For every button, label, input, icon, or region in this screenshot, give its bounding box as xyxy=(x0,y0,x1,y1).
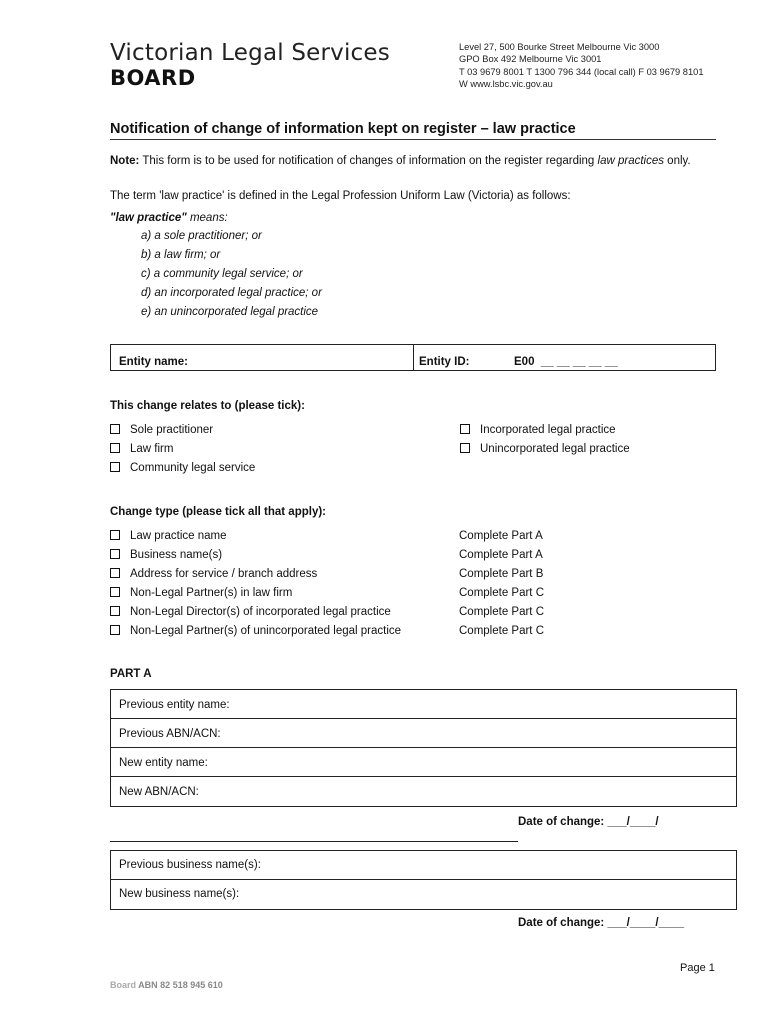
page-title: Notification of change of information kept on register – law practice xyxy=(110,121,576,137)
footer-abn-number: ABN 82 518 945 610 xyxy=(136,980,223,990)
field-label: New business name(s): xyxy=(119,888,240,900)
field-label: New entity name: xyxy=(119,757,208,769)
checkbox[interactable] xyxy=(110,587,120,597)
previous-abn-acn-field[interactable] xyxy=(111,719,736,748)
footer-abn xyxy=(110,980,223,990)
note-italic: law practices xyxy=(597,155,664,167)
field-label: New ABN/ACN: xyxy=(119,786,199,798)
entity-id-label: Entity ID: xyxy=(419,356,470,368)
part-a-heading: PART A xyxy=(110,668,152,680)
relates-community-legal-service[interactable] xyxy=(110,462,255,474)
definition-item-a: a) a sole practitioner; or xyxy=(141,230,262,242)
part-a-table-business xyxy=(110,850,737,910)
change-type-part: Complete Part A xyxy=(459,530,543,542)
title-divider xyxy=(110,139,716,140)
footer-board-label: Board xyxy=(110,980,137,990)
change-type-item[interactable] xyxy=(110,625,401,637)
change-type-part: Complete Part C xyxy=(459,587,545,599)
checkbox[interactable] xyxy=(110,462,120,472)
change-type-item[interactable] xyxy=(110,606,391,618)
change-type-label: Non-Legal Partner(s) of unincorporated legal practice xyxy=(130,625,402,637)
logo-line-1: Victorian Legal Services xyxy=(110,40,390,66)
note-text: This form is to be used for notification of changes of information on the register regarding xyxy=(139,155,598,167)
change-type-part: Complete Part B xyxy=(459,568,544,580)
checkbox[interactable] xyxy=(110,568,120,578)
relates-label: Unincorporated legal practice xyxy=(480,443,630,455)
definition-item-c: c) a community legal service; or xyxy=(141,268,303,280)
new-entity-name-field[interactable] xyxy=(111,748,736,777)
entity-id-value[interactable]: E00 __ __ __ __ __ xyxy=(514,356,618,368)
contact-address: Level 27, 500 Bourke Street Melbourne Vic 3000 xyxy=(459,42,660,52)
change-type-part: Complete Part A xyxy=(459,549,543,561)
definition-term: "law practice" xyxy=(110,212,187,224)
change-type-part: Complete Part C xyxy=(459,606,545,618)
change-type-label: Non-Legal Partner(s) in law firm xyxy=(130,587,293,599)
relates-label: Law firm xyxy=(130,443,174,455)
change-type-item[interactable] xyxy=(110,549,222,561)
relates-incorporated-legal-practice[interactable] xyxy=(460,424,616,436)
section-divider xyxy=(110,841,518,842)
date-of-change-1[interactable]: Date of change: ___/____/ xyxy=(518,816,659,828)
entity-name-label: Entity name: xyxy=(119,356,189,368)
change-type-heading: Change type (please tick all that apply): xyxy=(110,506,326,518)
change-type-label: Law practice name xyxy=(130,530,227,542)
checkbox[interactable] xyxy=(460,424,470,434)
change-type-label: Address for service / branch address xyxy=(130,568,318,580)
page-number: Page 1 xyxy=(680,962,715,974)
part-a-table-entity xyxy=(110,689,737,807)
relates-heading: This change relates to (please tick): xyxy=(110,400,305,412)
previous-business-names-field[interactable] xyxy=(111,851,736,880)
checkbox[interactable] xyxy=(110,606,120,616)
relates-sole-practitioner[interactable] xyxy=(110,424,213,436)
note-label: Note: xyxy=(110,155,140,167)
change-type-label: Business name(s) xyxy=(130,549,223,561)
checkbox[interactable] xyxy=(110,625,120,635)
relates-law-firm[interactable] xyxy=(110,443,173,455)
relates-label: Community legal service xyxy=(130,462,256,474)
change-type-part: Complete Part C xyxy=(459,625,545,637)
checkbox[interactable] xyxy=(460,443,470,453)
new-abn-acn-field[interactable] xyxy=(111,777,736,806)
change-type-item[interactable] xyxy=(110,530,227,542)
contact-phone: T 03 9679 8001 T 1300 796 344 (local call) F 03 9679 8101 xyxy=(459,66,704,77)
definition-means: means: xyxy=(186,212,228,224)
relates-unincorporated-legal-practice[interactable] xyxy=(460,443,630,455)
previous-entity-name-field[interactable] xyxy=(111,690,736,719)
definition-intro: The term 'law practice' is defined in the Legal Profession Uniform Law (Victoria) as follows: xyxy=(110,190,571,202)
entity-divider xyxy=(413,345,414,370)
change-type-item[interactable] xyxy=(110,587,292,599)
definition-item-b: b) a law firm; or xyxy=(141,249,221,261)
entity-box xyxy=(110,344,716,371)
checkbox[interactable] xyxy=(110,443,120,453)
relates-label: Sole practitioner xyxy=(130,424,214,436)
relates-label: Incorporated legal practice xyxy=(480,424,616,436)
change-type-item[interactable] xyxy=(110,568,317,580)
note-paragraph xyxy=(110,154,710,169)
checkbox[interactable] xyxy=(110,549,120,559)
definition-item-e: e) an unincorporated legal practice xyxy=(141,306,319,318)
field-label: Previous business name(s): xyxy=(119,859,261,871)
change-type-label: Non-Legal Director(s) of incorporated legal practice xyxy=(130,606,391,618)
note-text-end: only. xyxy=(663,155,691,167)
contact-po-box: GPO Box 492 Melbourne Vic 3001 xyxy=(459,54,602,65)
contact-website: W www.lsbc.vic.gov.au xyxy=(459,78,553,89)
logo-line-2: BOARD xyxy=(110,66,196,90)
contact-block xyxy=(459,41,704,90)
checkbox[interactable] xyxy=(110,424,120,434)
checkbox[interactable] xyxy=(110,530,120,540)
date-of-change-2[interactable]: Date of change: ___/____/____ xyxy=(518,917,685,929)
definition-item-d: d) an incorporated legal practice; or xyxy=(141,287,322,299)
definition-heading xyxy=(110,211,710,226)
new-business-names-field[interactable] xyxy=(111,880,736,909)
field-label: Previous entity name: xyxy=(119,699,230,711)
field-label: Previous ABN/ACN: xyxy=(119,728,221,740)
